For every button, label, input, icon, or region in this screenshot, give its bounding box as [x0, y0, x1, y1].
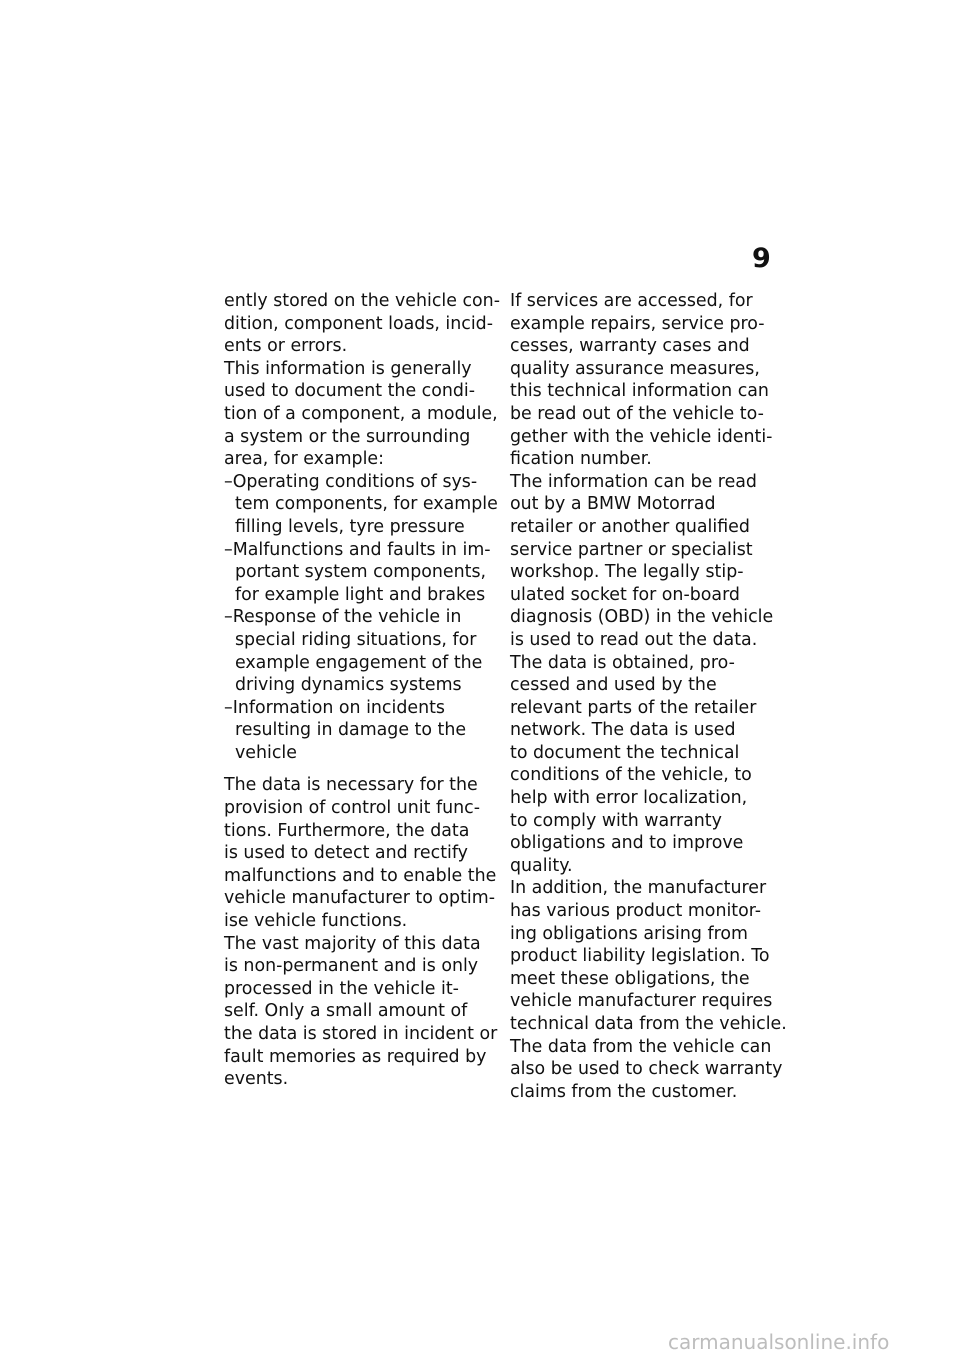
text-line: ently stored on the vehicle con- [224, 291, 500, 311]
text-line: retailer or another qualified [510, 516, 750, 537]
text-line: The information can be read [510, 471, 757, 492]
text-line: In addition, the manufacturer [510, 878, 767, 899]
text-line: conditions of the vehicle, to [510, 765, 752, 786]
text-line: is non-permanent and is only [224, 956, 479, 977]
text-line: cessed and used by the [510, 675, 717, 696]
text-line: events. [224, 1069, 289, 1090]
text-line: be read out of the vehicle to- [510, 403, 764, 424]
text-line: The vast majority of this data [224, 933, 481, 954]
paragraph [510, 877, 787, 1103]
text-line: ulated socket for on-board [510, 584, 740, 605]
left-column [224, 290, 500, 1091]
text-line: self. Only a small amount of [224, 1001, 468, 1022]
text-line: also be used to check warranty [510, 1059, 783, 1080]
paragraph [510, 471, 782, 652]
text-line: provision of control unit func- [224, 798, 480, 819]
text-line: If services are accessed, for [510, 291, 753, 311]
text-line: a system or the surrounding [224, 426, 471, 447]
text-line: special riding situations, for [235, 629, 477, 650]
text-line: to comply with warranty [510, 810, 722, 831]
right-column [510, 290, 787, 1103]
text-line: has various product monitor- [510, 901, 762, 922]
text-line: service partner or specialist [510, 539, 753, 560]
text-line: out by a BMW Motorrad [510, 494, 716, 515]
text-line: processed in the vehicle it- [224, 978, 459, 999]
text-line: obligations and to improve [510, 833, 744, 854]
text-line: ing obligations arising from [510, 923, 748, 944]
text-line: area, for example: [224, 449, 384, 470]
text-line: quality. [510, 855, 573, 876]
text-line: the data is stored in incident or [224, 1024, 498, 1044]
text-line: example repairs, service pro- [510, 313, 765, 334]
text-line: workshop. The legally stip- [510, 562, 744, 583]
text-line: used to document the condi- [224, 381, 476, 402]
page-number: 9 [752, 243, 771, 274]
paragraph [224, 358, 498, 471]
text-line: malfunctions and to enable the [224, 865, 497, 886]
bullet-list [224, 471, 498, 765]
text-line: example engagement of the [235, 652, 483, 673]
text-line: this technical information can [510, 381, 769, 402]
text-line: –Information on incidents [224, 697, 445, 718]
text-line: is used to read out the data. [510, 629, 758, 650]
paragraph [510, 290, 782, 471]
text-line: to document the technical [510, 742, 740, 763]
text-line: claims from the customer. [510, 1081, 738, 1102]
text-line: fication number. [510, 449, 652, 470]
paragraph [224, 774, 497, 932]
text-line: relevant parts of the retailer [510, 697, 757, 718]
text-line: vehicle manufacturer to optim- [224, 888, 495, 909]
text-line: gether with the vehicle identi- [510, 426, 773, 447]
text-line: network. The data is used [510, 720, 736, 741]
text-line: vehicle [235, 742, 297, 763]
text-line: fault memories as required by [224, 1046, 487, 1067]
text-line: resulting in damage to the [235, 720, 467, 741]
text-line: vehicle manufacturer requires [510, 991, 773, 1012]
text-line: tem components, for example [235, 494, 498, 515]
text-line: filling levels, tyre pressure [235, 516, 465, 537]
text-line: The data from the vehicle can [510, 1036, 772, 1057]
text-line: portant system components, [235, 562, 487, 583]
text-line: –Malfunctions and faults in im- [224, 539, 491, 560]
list-item [224, 539, 494, 607]
text-line: tion of a component, a module, [224, 403, 498, 424]
text-line: diagnosis (OBD) in the vehicle [510, 607, 774, 628]
text-line: The data is necessary for the [224, 775, 478, 796]
text-line: driving dynamics systems [235, 675, 462, 696]
paragraph [224, 290, 500, 358]
text-line: ents or errors. [224, 336, 348, 357]
list-item [224, 606, 494, 696]
text-line: cesses, warranty cases and [510, 336, 750, 357]
text-line: –Operating conditions of sys- [224, 471, 478, 492]
text-line: ise vehicle functions. [224, 911, 408, 932]
list-item [224, 697, 494, 765]
paragraph [224, 933, 498, 1091]
text-line: is used to detect and rectify [224, 843, 468, 864]
text-line: This information is generally [224, 358, 472, 379]
text-line: meet these obligations, the [510, 968, 750, 989]
text-line: quality assurance measures, [510, 358, 760, 379]
watermark: carmanualsonline.info [668, 1330, 890, 1354]
text-line: The data is obtained, pro- [510, 652, 735, 673]
text-line: tions. Furthermore, the data [224, 820, 470, 841]
text-line: product liability legislation. To [510, 946, 770, 967]
paragraph [510, 652, 782, 878]
text-line: dition, component loads, incid- [224, 313, 493, 334]
text-line: for example light and brakes [235, 584, 486, 605]
text-line: help with error localization, [510, 788, 748, 809]
text-line: –Response of the vehicle in [224, 607, 462, 628]
text-line: technical data from the vehicle. [510, 1014, 787, 1034]
list-item [224, 471, 498, 539]
